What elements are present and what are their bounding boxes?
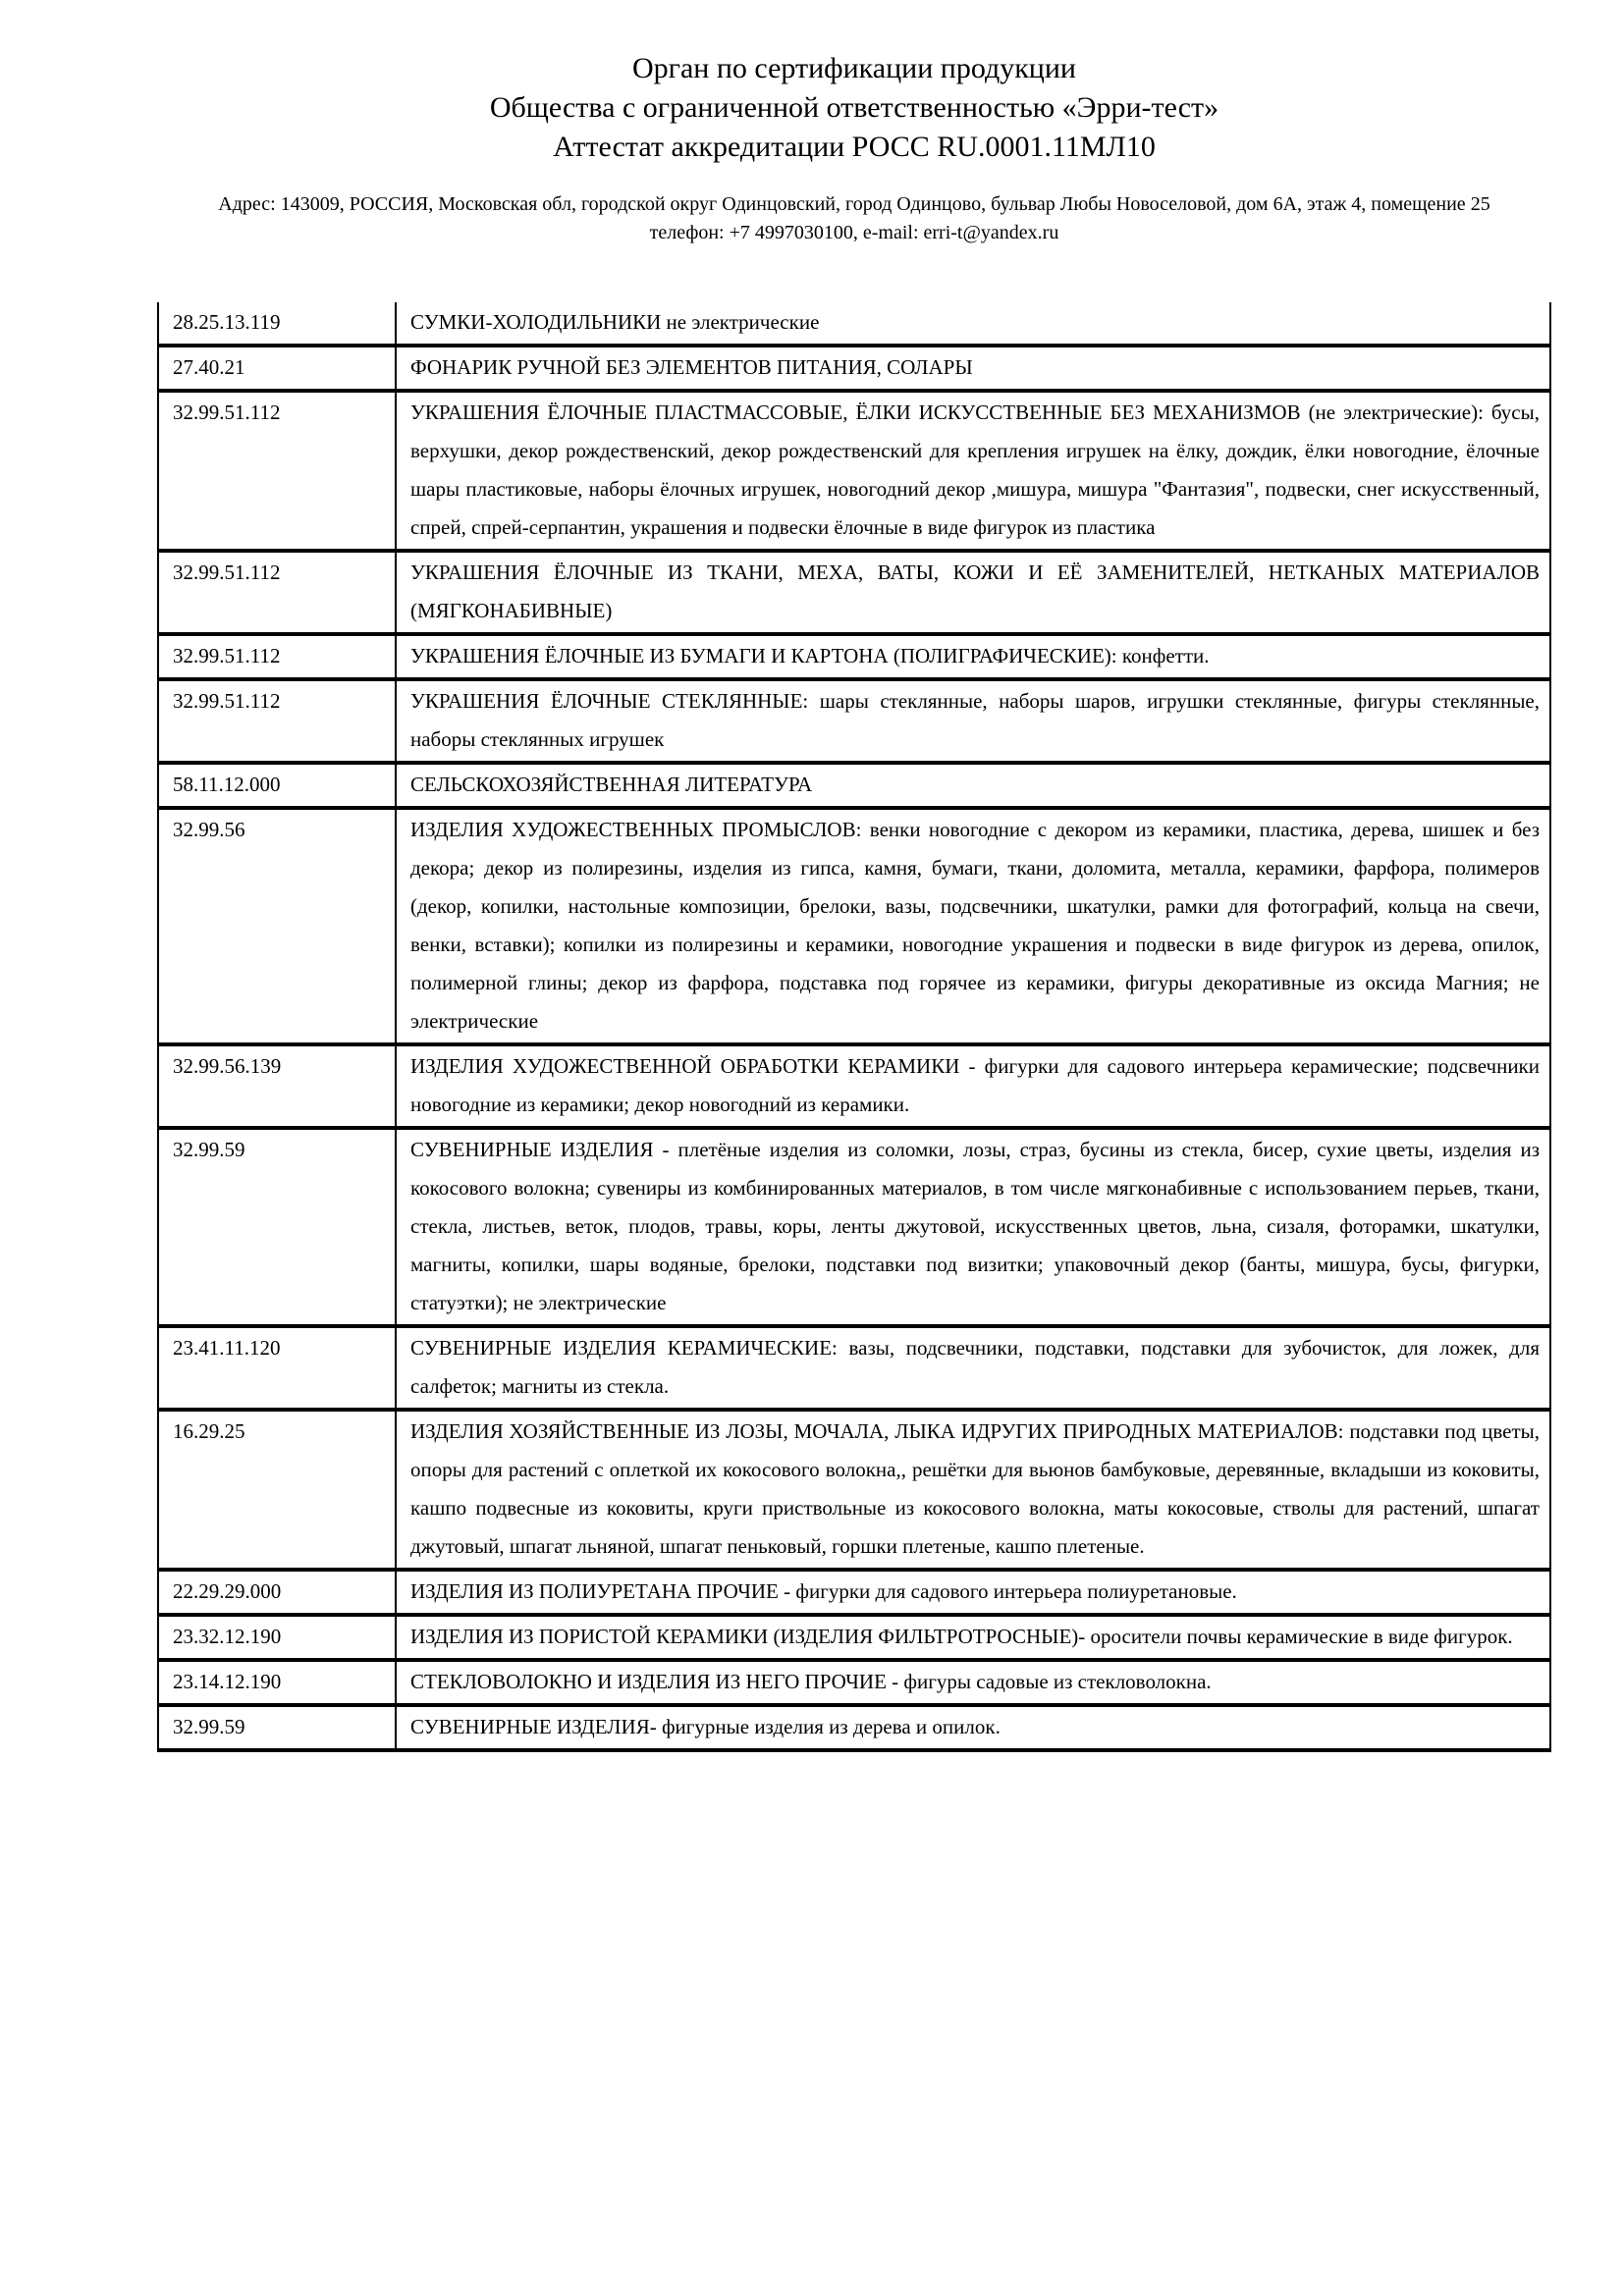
table-row <box>158 1570 1550 1615</box>
product-code-cell: 32.99.51.112 <box>158 551 396 634</box>
product-codes-table-body <box>158 302 1550 1750</box>
product-description-cell: УКРАШЕНИЯ ЁЛОЧНЫЕ СТЕКЛЯННЫЕ: шары стеклянные, наборы шаров, игрушки стеклянные, фигуры стеклянные, наборы стеклянных игрушек <box>396 679 1550 763</box>
product-description-cell: ИЗДЕЛИЯ ИЗ ПОРИСТОЙ КЕРАМИКИ (ИЗДЕЛИЯ ФИЛЬТРОТРОСНЫЕ)- оросители почвы керамические в виде фигурок. <box>396 1615 1550 1660</box>
product-description-cell: ИЗДЕЛИЯ ХОЗЯЙСТВЕННЫЕ ИЗ ЛОЗЫ, МОЧАЛА, ЛЫКА ИДРУГИХ ПРИРОДНЫХ МАТЕРИАЛОВ: подставки под цветы, опоры для растений с оплеткой их кокосового волокна,, решётки для вьюнов бамбуковые, деревянные, вкладыши из коковиты, кашпо подвесные из коковиты, круги приствольные из кокосового волокна, маты кокосовые, стволы для растений, шпагат джутовый, шпагат льняной, шпагат пеньковый, горшки плетеные, кашпо плетеные. <box>396 1410 1550 1570</box>
product-code-cell: 27.40.21 <box>158 346 396 391</box>
product-description-cell: СУВЕНИРНЫЕ ИЗДЕЛИЯ - плетёные изделия из соломки, лозы, страз, бусины из стекла, бисер, сухие цветы, изделия из кокосового волокна; сувениры из комбинированных материалов, в том числе мягконабивные с использованием перьев, ткани, стекла, листьев, веток, плодов, травы, коры, ленты джутовой, искусственных цветов, льна, сизаля, фоторамки, шкатулки, магниты, копилки, шары водяные, брелоки, подставки под визитки; упаковочный декор (банты, мишура, бусы, фигурки, статуэтки); не электрические <box>396 1128 1550 1326</box>
product-description-cell: СУВЕНИРНЫЕ ИЗДЕЛИЯ КЕРАМИЧЕСКИЕ: вазы, подсвечники, подставки, подставки для зубочисток, для ложек, для салфеток; магниты из стекла. <box>396 1326 1550 1410</box>
table-row <box>158 679 1550 763</box>
product-code-cell: 28.25.13.119 <box>158 302 396 346</box>
product-description-cell: ИЗДЕЛИЯ ИЗ ПОЛИУРЕТАНА ПРОЧИЕ - фигурки для садового интерьера полиуретановые. <box>396 1570 1550 1615</box>
table-row <box>158 808 1550 1044</box>
product-description-cell: УКРАШЕНИЯ ЁЛОЧНЫЕ ПЛАСТМАССОВЫЕ, ЁЛКИ ИСКУССТВЕННЫЕ БЕЗ МЕХАНИЗМОВ (не электрические): бусы, верхушки, декор рождественский, декор рождественский для крепления игрушек на ёлку, дождик, ёлки новогодние, ёлочные шары пластиковые, наборы ёлочных игрушек, новогодний декор ,мишура, мишура "Фантазия", подвески, снег искусственный, спрей, спрей-серпантин, украшения и подвески ёлочные в виде фигурок из пластика <box>396 391 1550 551</box>
contact-line: телефон: +7 4997030100, e-mail: erri-t@yandex.ru <box>649 222 1059 243</box>
table-row <box>158 302 1550 346</box>
product-code-cell: 32.99.51.112 <box>158 634 396 679</box>
product-code-cell: 23.41.11.120 <box>158 1326 396 1410</box>
product-codes-table <box>157 302 1551 1752</box>
table-row <box>158 1044 1550 1128</box>
accreditation-line: Аттестат аккредитации РОСС RU.0001.11МЛ10 <box>553 131 1156 163</box>
product-code-cell: 16.29.25 <box>158 1410 396 1570</box>
product-code-cell: 32.99.59 <box>158 1705 396 1750</box>
table-row <box>158 1615 1550 1660</box>
table-row <box>158 634 1550 679</box>
product-description-cell: ИЗДЕЛИЯ ХУДОЖЕСТВЕННЫХ ПРОМЫСЛОВ: венки новогодние с декором из керамики, пластика, дерева, шишек и без декора; декор из полирезины, изделия из гипса, камня, бумаги, ткани, доломита, металла, керамики, фарфора, полимеров (декор, копилки, настольные композиции, брелоки, вазы, подсвечники, шкатулки, рамки для фотографий, кольца на свечи, венки, вставки); копилки из полирезины и керамики, новогодние украшения и подвески в виде фигурок из дерева, опилок, полимерной глины; декор из фарфора, подставка под горячее из керамики, фигуры декоративные из оксида Магния; не электрические <box>396 808 1550 1044</box>
table-row <box>158 1660 1550 1705</box>
table-row <box>158 1705 1550 1750</box>
table-row <box>158 551 1550 634</box>
table-row <box>158 1326 1550 1410</box>
product-code-cell: 32.99.56.139 <box>158 1044 396 1128</box>
table-row <box>158 346 1550 391</box>
table-row <box>158 391 1550 551</box>
address-line: Адрес: 143009, РОССИЯ, Московская обл, городской округ Одинцовский, город Одинцово, бульвар Любы Новоселовой, дом 6А, этаж 4, помещение 25 <box>218 193 1490 215</box>
table-row <box>158 1128 1550 1326</box>
product-code-cell: 32.99.51.112 <box>158 391 396 551</box>
document-header <box>157 49 1551 247</box>
table-row <box>158 1410 1550 1570</box>
product-code-cell: 32.99.56 <box>158 808 396 1044</box>
product-description-cell: СЕЛЬСКОХОЗЯЙСТВЕННАЯ ЛИТЕРАТУРА <box>396 763 1550 808</box>
product-code-cell: 23.32.12.190 <box>158 1615 396 1660</box>
product-code-cell: 22.29.29.000 <box>158 1570 396 1615</box>
product-description-cell: СТЕКЛОВОЛОКНО И ИЗДЕЛИЯ ИЗ НЕГО ПРОЧИЕ - фигуры садовые из стекловолокна. <box>396 1660 1550 1705</box>
product-code-cell: 23.14.12.190 <box>158 1660 396 1705</box>
product-description-cell: УКРАШЕНИЯ ЁЛОЧНЫЕ ИЗ ТКАНИ, МЕХА, ВАТЫ, КОЖИ И ЕЁ ЗАМЕНИТЕЛЕЙ, НЕТКАНЫХ МАТЕРИАЛОВ (МЯГКОНАБИВНЫЕ) <box>396 551 1550 634</box>
document-page <box>157 0 1551 1752</box>
org-title-line: Орган по сертификации продукции <box>632 52 1076 84</box>
product-description-cell: ФОНАРИК РУЧНОЙ БЕЗ ЭЛЕМЕНТОВ ПИТАНИЯ, СОЛАРЫ <box>396 346 1550 391</box>
product-code-cell: 32.99.51.112 <box>158 679 396 763</box>
product-description-cell: СУВЕНИРНЫЕ ИЗДЕЛИЯ- фигурные изделия из дерева и опилок. <box>396 1705 1550 1750</box>
product-description-cell: УКРАШЕНИЯ ЁЛОЧНЫЕ ИЗ БУМАГИ И КАРТОНА (ПОЛИГРАФИЧЕСКИЕ): конфетти. <box>396 634 1550 679</box>
org-name-line: Общества с ограниченной ответственностью «Эрри-тест» <box>489 91 1219 124</box>
product-code-cell: 58.11.12.000 <box>158 763 396 808</box>
table-row <box>158 763 1550 808</box>
product-description-cell: ИЗДЕЛИЯ ХУДОЖЕСТВЕННОЙ ОБРАБОТКИ КЕРАМИКИ - фигурки для садового интерьера керамические; подсвечники новогодние из керамики; декор новогодний из керамики. <box>396 1044 1550 1128</box>
product-description-cell: СУМКИ-ХОЛОДИЛЬНИКИ не электрические <box>396 302 1550 346</box>
product-code-cell: 32.99.59 <box>158 1128 396 1326</box>
